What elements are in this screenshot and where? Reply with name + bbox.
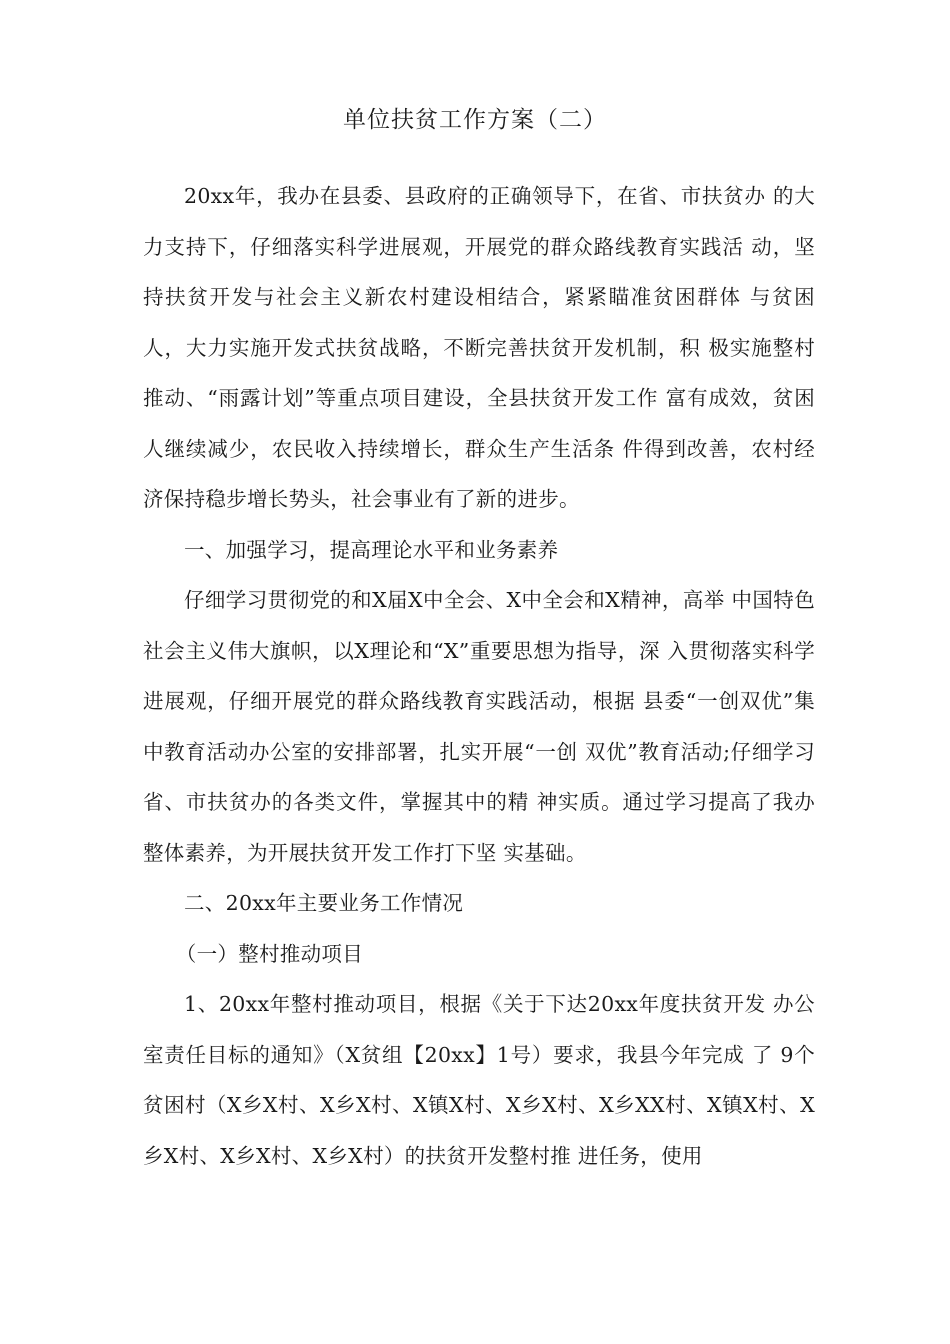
page-title: 单位扶贫工作方案（二） bbox=[343, 107, 607, 133]
subsection-heading-1: （一）整村推动项目 bbox=[175, 941, 363, 966]
document-body bbox=[143, 171, 815, 1181]
section-heading-2: 二、20xx年主要业务工作情况 bbox=[184, 891, 464, 915]
intro-paragraph: 20xx年，我办在县委、县政府的正确领导下，在省、市扶贫办 的大力支持下，仔细落实科学进展观，开展党的群众路线教育实践活 动，坚持扶贫开发与社会主义新农村建设相结合，紧紧瞄准贫困群体 与贫困人，大力实施开发式扶贫战略，不断完善扶贫开发机制，积 极实施整村推动、“雨露计划”等重点项目建设，全县扶贫开发工作 富有成效，贫困人继续减少，农民收入持续增长，群众生产生活条 件得到改善，农村经济保持稳步增长势头，社会事业有了新的进步。 bbox=[143, 184, 815, 511]
project-paragraph: 1、20xx年整村推动项目，根据《关于下达20xx年度扶贫开发 办公室责任目标的通知》（X贫组【20xx】1号）要求，我县今年完成 了 9个贫困村（X乡X村、X乡X村、X镇X村、X乡X村、X乡XX村、X镇X村、X乡X村、X乡X村、X乡X村）的扶贫开发整村推 进任务，使用 bbox=[143, 992, 815, 1168]
section-heading-1: 一、加强学习，提高理论水平和业务素养 bbox=[184, 537, 559, 562]
study-paragraph: 仔细学习贯彻党的和X届X中全会、X中全会和X精神，高举 中国特色社会主义伟大旗帜，以X理论和“X”重要思想为指导，深 入贯彻落实科学进展观，仔细开展党的群众路线教育实践活动，根据 县委“一创双优”集中教育活动办公室的安排部署，扎实开展“一创 双优”教育活动;仔细学习省、市扶贫办的各类文件，掌握其中的精 神实质。通过学习提高了我办整体素养，为开展扶贫开发工作打下坚 实基础。 bbox=[143, 588, 815, 865]
